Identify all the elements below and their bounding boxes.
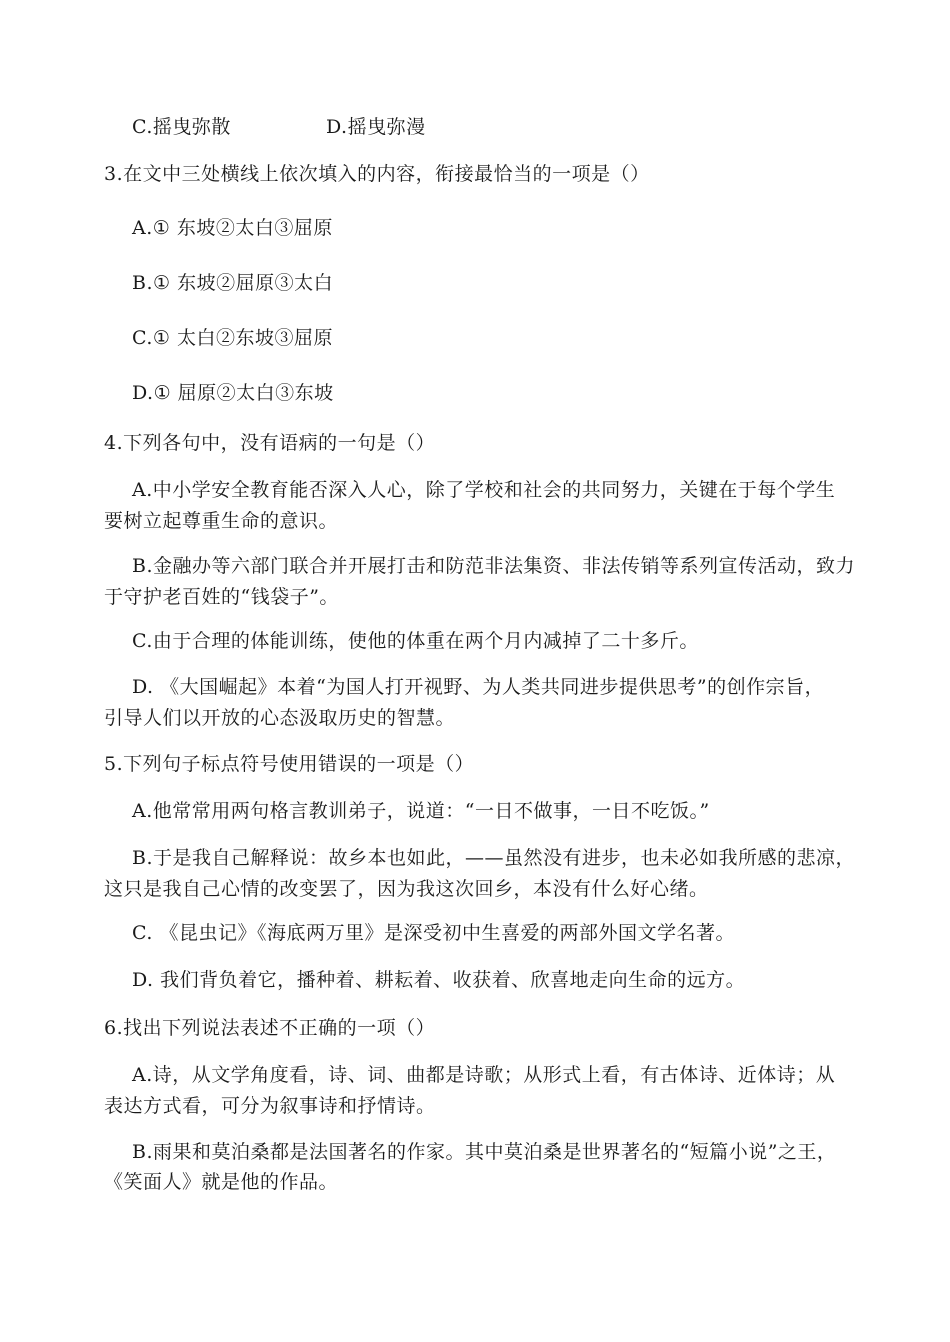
q4-option-a-line1: A.中小学安全教育能否深入人心，除了学校和社会的共同努力，关键在于每个学生 [132,479,836,501]
q3-option-b: B.① 东坡②屈原③太白 [132,272,334,294]
q4-option-c: C.由于合理的体能训练，使他的体重在两个月内减掉了二十多斤。 [132,630,699,652]
q4-option-d-line1: D. 《大国崛起》本着“为国人打开视野、为人类共同进步提供思考”的创作宗旨， [132,676,825,698]
q4-stem: 4.下列各句中，没有语病的一句是（） [104,432,436,454]
q2-options-row [132,114,426,140]
q5-option-b-line2: 这只是我自己心情的改变罢了，因为我这次回乡，本没有什么好心绪。 [104,878,709,900]
q4-option-b-line1: B.金融办等六部门联合并开展打击和防范非法集资、非法传销等系列宣传活动，致力 [132,555,856,577]
q2-option-c: C.摇曳弥散 [132,116,231,138]
q3-option-a: A.① 东坡②太白③屈原 [132,217,333,239]
q4-option-b-line2: 于守护老百姓的“钱袋子”。 [104,586,339,608]
q3-option-c: C.① 太白②东坡③屈原 [132,327,333,349]
q4-option-d-line2: 引导人们以开放的心态汲取历史的智慧。 [104,707,456,729]
q2-option-d: D.摇曳弥漫 [326,116,426,138]
q6-stem: 6.找出下列说法表述不正确的一项（） [104,1017,436,1039]
q3-stem: 3.在文中三处横线上依次填入的内容，衔接最恰当的一项是（） [104,163,650,185]
q5-option-d: D. 我们背负着它，播种着、耕耘着、收获着、欣喜地走向生命的远方。 [132,969,746,991]
q5-option-a: A.他常常用两句格言教训弟子，说道：“一日不做事，一日不吃饭。” [132,800,710,822]
q6-option-b-line1: B.雨果和莫泊桑都是法国著名的作家。其中莫泊桑是世界著名的“短篇小说”之王， [132,1141,837,1163]
q5-stem: 5.下列句子标点符号使用错误的一项是（） [104,753,475,775]
q6-option-a-line2: 表达方式看，可分为叙事诗和抒情诗。 [104,1095,436,1117]
q6-option-a-line1: A.诗，从文学角度看，诗、词、曲都是诗歌；从形式上看，有古体诗、近体诗；从 [132,1064,836,1086]
q6-option-b-line2: 《笑面人》就是他的作品。 [104,1171,339,1193]
q5-option-c: C. 《昆虫记》《海底两万里》是深受初中生喜爱的两部外国文学名著。 [132,922,735,944]
q4-option-a-line2: 要树立起尊重生命的意识。 [104,510,339,532]
q3-option-d: D.① 屈原②太白③东坡 [132,382,334,404]
q5-option-b-line1: B.于是我自己解释说：故乡本也如此，——虽然没有进步，也未必如我所感的悲凉， [132,847,856,869]
